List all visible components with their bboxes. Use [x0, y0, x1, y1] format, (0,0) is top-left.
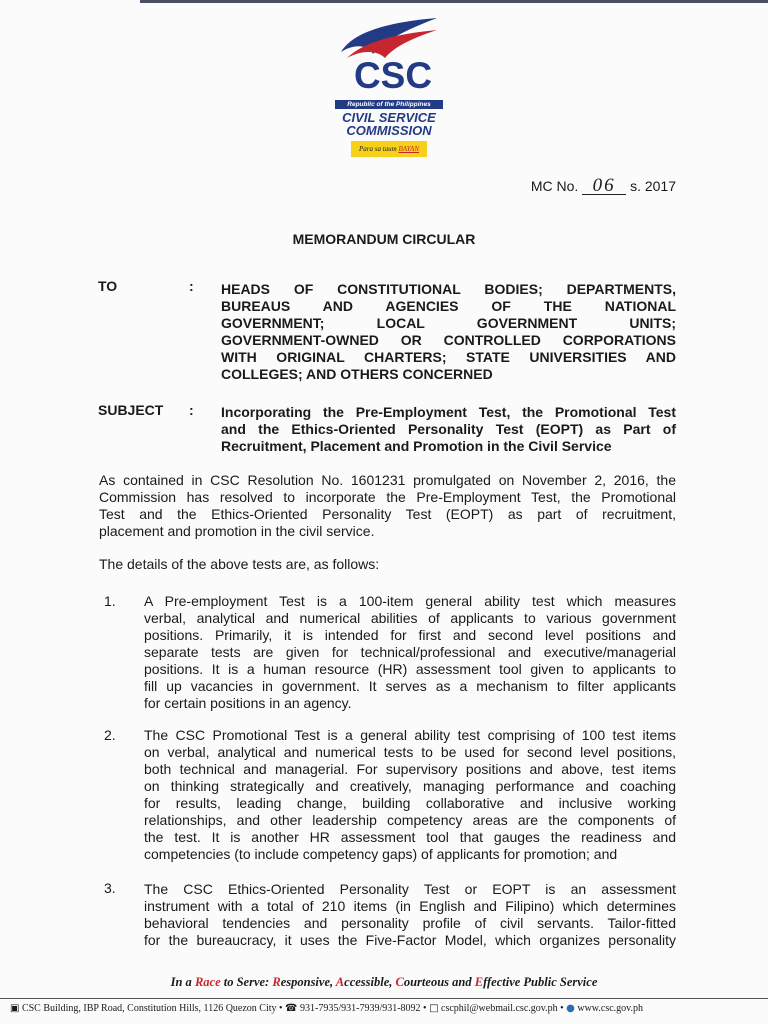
- item-line: verbal, analytical and numerical abilities of applicants to various government: [144, 610, 676, 626]
- item-line: on thinking strategically and creatively, managing performance and coaching: [144, 778, 676, 794]
- logo-name-line1: CIVIL SERVICE: [342, 110, 436, 125]
- list-item: [144, 593, 676, 712]
- item-line: instrument with a total of 210 items (in English and Filipino) which determines: [144, 898, 676, 914]
- mc-label: MC No.: [530, 178, 579, 194]
- logo-band: Republic of the Philippines: [335, 100, 443, 109]
- slogan-part: to Serve:: [220, 975, 273, 989]
- footer-website[interactable]: www.csc.gov.ph: [577, 1003, 643, 1014]
- logo-text: CSC: [353, 55, 433, 96]
- item-line: for certain positions in an agency.: [144, 695, 352, 711]
- item-number: 3.: [104, 880, 116, 896]
- slogan-initial: E: [474, 975, 484, 989]
- footer-divider: [0, 998, 768, 999]
- csc-logo: [333, 14, 445, 153]
- phone-icon: ☎: [285, 1003, 298, 1014]
- subject-line: and the Ethics-Oriented Personality Test (EOPT) as Part of: [221, 421, 676, 437]
- item-number: 2.: [104, 727, 116, 743]
- subject-colon: :: [189, 402, 194, 418]
- intro-line: Commission has resolved to incorporate the Pre-Employment Test, the Promotional: [99, 489, 676, 505]
- slogan-part: ourteous and: [403, 975, 475, 989]
- item-line: relationships, and other leadership competency areas are the components of: [144, 812, 676, 828]
- to-label: TO: [98, 278, 118, 294]
- intro-paragraph: [99, 472, 676, 540]
- slogan-part: ccessible,: [344, 975, 396, 989]
- item-line: behavioral tendencies and personality profile of civil servants. Tailor-fitted: [144, 915, 676, 931]
- item-line: competencies (to include competency gaps) of applicants for promotion; and: [144, 846, 618, 862]
- logo-tagline: [351, 141, 427, 157]
- list-item: [144, 881, 676, 949]
- to-recipients: [221, 281, 676, 383]
- item-line: the test. It is another HR assessment tool that gauges the readiness and: [144, 829, 676, 845]
- intro-line: placement and promotion in the civil service.: [99, 523, 375, 539]
- logo-name-line2: COMMISSION: [346, 123, 432, 138]
- item-line: both technical and managerial. For supervisory positions and above, test items: [144, 761, 676, 777]
- list-item: [144, 727, 676, 863]
- footer-email[interactable]: cscphil@webmail.csc.gov.ph: [441, 1003, 558, 1014]
- footer-address: CSC Building, IBP Road, Constitution Hills, 1126 Quezon City: [21, 1003, 277, 1014]
- to-line: GOVERNMENT-OWNED OR CONTROLLED CORPORATIONS: [221, 332, 676, 348]
- to-line: WITH ORIGINAL CHARTERS; STATE UNIVERSITIES AND: [221, 349, 676, 365]
- slogan-part: In a: [170, 975, 195, 989]
- slogan-part: ffective Public Service: [483, 975, 598, 989]
- tagline-highlight: BAYAN: [398, 145, 419, 153]
- slogan-part: esponsive,: [280, 975, 336, 989]
- to-colon: :: [189, 278, 194, 294]
- details-lead-text: The details of the above tests are, as follows:: [99, 556, 380, 572]
- slogan-initial: R: [272, 975, 281, 989]
- item-line: separate tests are given for technical/professional and executive/managerial: [144, 644, 676, 660]
- item-line: positions. It is a human resource (HR) assessment tool given to applicants to: [144, 661, 676, 677]
- mc-series: s. 2017: [630, 178, 676, 194]
- subject-line: Incorporating the Pre-Employment Test, the Promotional Test: [221, 404, 676, 420]
- building-icon: ▣: [10, 1003, 20, 1014]
- footer-slogan: [0, 975, 768, 990]
- intro-line: Test and the Ethics-Oriented Personality Test (EOPT) as part of recruitment,: [99, 506, 676, 522]
- to-line: COLLEGES; AND OTHERS CONCERNED: [221, 366, 493, 382]
- slogan-initial: A: [335, 975, 345, 989]
- subject-line: Recruitment, Placement and Promotion in the Civil Service: [221, 438, 612, 454]
- item-number: 1.: [104, 593, 116, 609]
- to-line: BUREAUS AND AGENCIES OF THE NATIONAL: [221, 298, 676, 314]
- top-border: [140, 0, 768, 3]
- footer-phone: 931-7935/931-7939/931-8092: [300, 1003, 421, 1014]
- item-line: on verbal, analytical and numerical tests to be used for second level positions,: [144, 744, 676, 760]
- web-icon: ●: [566, 1003, 575, 1014]
- item-line: The CSC Promotional Test is a general ability test comprising of 100 test items: [144, 727, 676, 743]
- page-title: MEMORANDUM CIRCULAR: [292, 231, 476, 247]
- mc-number: 06: [582, 177, 626, 195]
- details-lead: [99, 556, 676, 573]
- email-icon: □: [429, 1003, 439, 1014]
- subject-text: [221, 404, 676, 455]
- slogan-race: Race: [194, 975, 221, 989]
- footer-contact: ▣ CSC Building, IBP Road, Constitution Hills, 1126 Quezon City • ☎ 931-7935/931-7939/931-8092 • □ cscphil@webmail.csc.gov.ph • ● www.csc.gov.ph: [10, 1003, 643, 1014]
- to-line: GOVERNMENT; LOCAL GOVERNMENT UNITS;: [221, 315, 676, 331]
- item-line: for the bureaucracy, it uses the Five-Factor Model, which organizes personality: [144, 932, 676, 948]
- item-line: A Pre-employment Test is a 100-item general ability test which measures: [144, 593, 676, 609]
- tagline-prefix: Para sa taum: [359, 145, 397, 153]
- intro-line: As contained in CSC Resolution No. 1601231 promulgated on November 2, 2016, the: [99, 472, 676, 488]
- item-line: The CSC Ethics-Oriented Personality Test or EOPT is an assessment: [144, 881, 676, 897]
- item-line: for results, leading change, building collaborative and inclusive working: [144, 795, 676, 811]
- slogan-initial: C: [395, 975, 404, 989]
- subject-label: SUBJECT: [98, 402, 164, 418]
- item-line: fill up vacancies in government. It serves as a mechanism to filter applicants: [144, 678, 676, 694]
- item-line: positions. Primarily, it is intended for first and second level positions and: [144, 627, 676, 643]
- to-line: HEADS OF CONSTITUTIONAL BODIES; DEPARTMENTS,: [221, 281, 676, 297]
- mc-number-line: [531, 177, 676, 195]
